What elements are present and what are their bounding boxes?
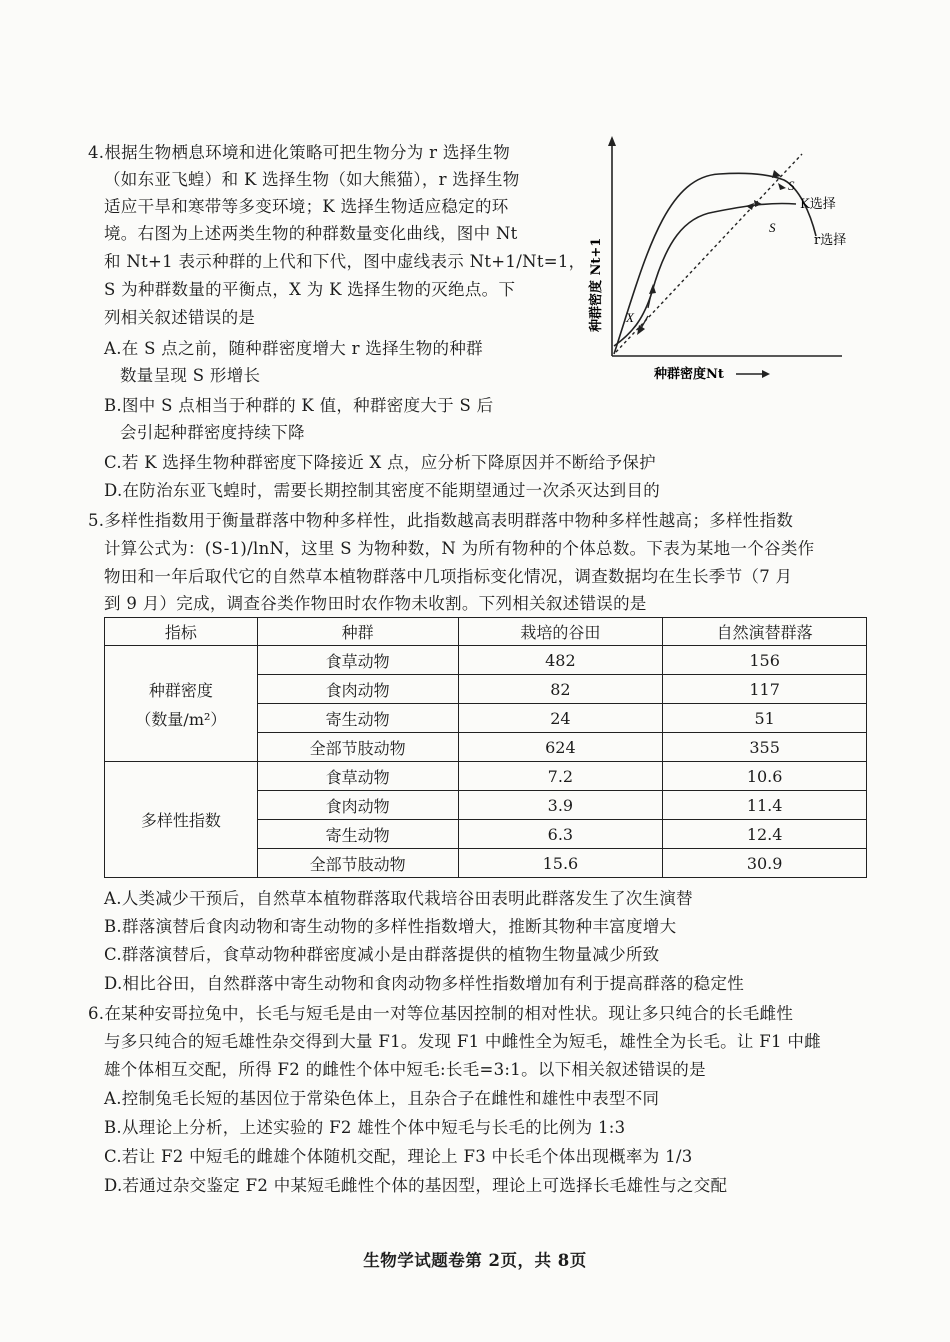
y-axis-label: 种群密度 Nt+1: [589, 237, 604, 332]
q6-option-d: D.若通过杂交鉴定 F2 中某短毛雌性个体的基因型，理论上可选择长毛雄性与之交配: [104, 1176, 728, 1195]
group-cell-density: [105, 646, 258, 762]
table-cell: 食肉动物: [257, 791, 458, 820]
label-x: X: [626, 310, 634, 325]
table-cell: 食草动物: [257, 646, 458, 675]
table-cell: 11.4: [663, 791, 867, 820]
population-curve-figure: [574, 132, 850, 388]
table-cell: 82: [458, 675, 663, 704]
y-axis-arrow-icon: [608, 136, 616, 146]
arrow-icon: [637, 325, 645, 335]
table-header: 自然演替群落: [663, 618, 867, 646]
q5-option-b: B.群落演替后食肉动物和寄生动物的多样性指数增大，推断其物种丰富度增大: [104, 917, 677, 936]
q6-option-c: C.若让 F2 中短毛的雌雄个体随机交配，理论上 F3 中长毛个体出现概率为 1/3: [104, 1147, 693, 1166]
table-cell: 寄生动物: [257, 820, 458, 849]
table-cell: 156: [663, 646, 867, 675]
table-cell: 117: [663, 675, 867, 704]
q4-option-d: D.在防治东亚飞蝗时，需要长期控制其密度不能期望通过一次杀灭达到目的: [104, 481, 661, 500]
q5-data-table: [104, 617, 867, 878]
q4-stem-line: 和 Nt+1 表示种群的上代和下代，图中虚线表示 Nt+1/Nt=1，: [104, 252, 586, 271]
arrow-icon: [778, 183, 786, 190]
q6-option-a: A.控制兔毛长短的基因位于常染色体上，且杂合子在雌性和雄性中表型不同: [104, 1089, 660, 1108]
group-cell-diversity: 多样性指数: [105, 762, 258, 878]
q5-option-c: C.群落演替后，食草动物种群密度减小是由群落提供的植物生物量减少所致: [104, 945, 660, 964]
table-row: [105, 762, 867, 791]
label-k-selection: K选择: [800, 197, 836, 212]
q5-stem-line: 计算公式为：(S-1)/lnN，这里 S 为物种数，N 为所有物种的个体总数。下表为某地一个谷类作: [104, 539, 815, 558]
table-header: 种群: [257, 618, 458, 646]
x-label-arrow-icon: [762, 370, 770, 378]
table-cell: 全部节肢动物: [257, 733, 458, 762]
table-cell: 寄生动物: [257, 704, 458, 733]
q5-stem-line: 5.多样性指数用于衡量群落中物种多样性，此指数越高表明群落中物种多样性越高；多样性指数: [88, 511, 794, 530]
label-s-lower: S: [769, 220, 776, 235]
arrow-icon: [649, 284, 656, 294]
table-header: 指标: [105, 618, 258, 646]
table-cell: 624: [458, 733, 663, 762]
q4-stem-line: 适应干旱和寒带等多变环境；K 选择生物适应稳定的环: [104, 197, 509, 216]
q4-option-a: A.在 S 点之前，随种群密度增大 r 选择生物的种群: [104, 339, 483, 358]
arrow-icon: [772, 170, 781, 178]
table-cell: 482: [458, 646, 663, 675]
arrow-icon: [754, 200, 762, 207]
q4-stem-line: 4.根据生物栖息环境和进化策略可把生物分为 r 选择生物: [88, 143, 511, 162]
arrow-icon: [746, 203, 754, 210]
q4-stem-line: （如东亚飞蝗）和 K 选择生物（如大熊猫），r 选择生物: [104, 170, 520, 189]
table-cell: 7.2: [458, 762, 663, 791]
table-header: 栽培的谷田: [458, 618, 663, 646]
group-label: 种群密度: [148, 680, 213, 700]
table-cell: 12.4: [663, 820, 867, 849]
q5-option-d: D.相比谷田，自然群落中寄生动物和食肉动物多样性指数增加有利于提高群落的稳定性: [104, 974, 745, 993]
table-cell: 355: [663, 733, 867, 762]
q6-stem-line: 6.在某种安哥拉兔中，长毛与短毛是由一对等位基因控制的相对性状。现让多只纯合的长毛雌性: [88, 1004, 794, 1023]
r-selection-curve: [614, 173, 816, 354]
q4-option-b: B.图中 S 点相当于种群的 K 值，种群密度大于 S 后: [104, 396, 494, 415]
table-cell: 6.3: [458, 820, 663, 849]
table-cell: 10.6: [663, 762, 867, 791]
table-cell: 食草动物: [257, 762, 458, 791]
q4-option-a-cont: 数量呈现 S 形增长: [120, 366, 261, 385]
page-footer: 生物学试题卷第 2页，共 8页: [363, 1251, 587, 1270]
q6-option-b: B.从理论上分析，上述实验的 F2 雄性个体中短毛与长毛的比例为 1:3: [104, 1118, 626, 1137]
label-s-upper: S: [788, 178, 795, 193]
q4-stem-line: S 为种群数量的平衡点，X 为 K 选择生物的灭绝点。下: [104, 280, 516, 299]
table-header-row: [105, 618, 867, 646]
table-cell: 30.9: [663, 849, 867, 878]
q4-option-c: C.若 K 选择生物种群密度下降接近 X 点，应分析下降原因并不断给予保护: [104, 453, 656, 472]
q5-option-a: A.人类减少干预后，自然草本植物群落取代栽培谷田表明此群落发生了次生演替: [104, 889, 693, 908]
table-row: [105, 646, 867, 675]
q4-stem-line: 列相关叙述错误的是: [104, 308, 256, 327]
table-cell: 24: [458, 704, 663, 733]
group-label-unit: （数量/m²）: [135, 709, 227, 729]
q4-option-b-cont: 会引起种群密度持续下降: [120, 423, 305, 442]
q6-stem-line: 雄个体相互交配，所得 F2 的雌性个体中短毛:长毛=3:1。以下相关叙述错误的是: [104, 1060, 706, 1079]
table-cell: 全部节肢动物: [257, 849, 458, 878]
table-cell: 食肉动物: [257, 675, 458, 704]
table-cell: 3.9: [458, 791, 663, 820]
label-r-selection: r选择: [814, 233, 847, 248]
table-cell: 51: [663, 704, 867, 733]
q5-stem-line: 物田和一年后取代它的自然草本植物群落中几项指标变化情况，调查数据均在生长季节（7 月: [104, 567, 793, 586]
table-cell: 15.6: [458, 849, 663, 878]
q4-stem-line: 境。右图为上述两类生物的种群数量变化曲线，图中 Nt: [104, 224, 518, 243]
q5-stem-line: 到 9 月）完成，调查谷类作物田时农作物未收割。下列相关叙述错误的是: [104, 594, 647, 613]
x-axis-label: 种群密度Nt: [654, 367, 724, 382]
q6-stem-line: 与多只纯合的短毛雄性杂交得到大量 F1。发现 F1 中雌性全为短毛，雄性全为长毛。让 F1 中雌: [104, 1032, 821, 1051]
